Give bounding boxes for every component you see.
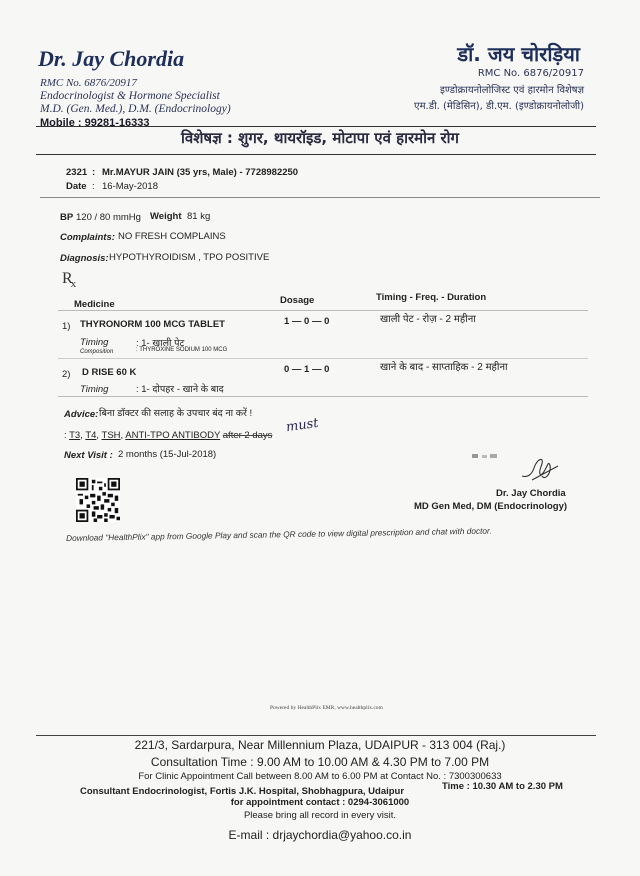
pen-marks bbox=[470, 452, 500, 460]
qr-code[interactable] bbox=[76, 478, 120, 522]
tests-line: : T3, T4, TSH, ANTI-TPO ANTIBODY after 2 days bbox=[64, 430, 273, 441]
timing-header: Timing - Freq. - Duration bbox=[376, 292, 487, 303]
medicine-1-name: THYRONORM 100 MCG TABLET bbox=[80, 319, 225, 330]
medicine-2-schedule: खाने के बाद - साप्ताहिक - 2 महीना bbox=[380, 362, 508, 373]
medicine-2-number: 2) bbox=[62, 369, 71, 380]
hospital-time: Time : 10.30 AM to 2.30 PM bbox=[442, 781, 563, 792]
signature-name: Dr. Jay Chordia bbox=[496, 488, 566, 499]
clinic-address: 221/3, Sardarpura, Near Millennium Plaza, UDAIPUR - 313 004 (Raj.) bbox=[134, 738, 506, 752]
consultant-hospital: Consultant Endocrinologist, Fortis J.K. Hospital, Shobhagpura, Udaipur bbox=[80, 786, 405, 797]
medicine-1-timing-label: Timing bbox=[80, 337, 109, 348]
dosage-header: Dosage bbox=[280, 295, 315, 306]
medicine-2-dosage: 0 — 1 — 0 bbox=[284, 364, 330, 375]
header-rule-top bbox=[36, 126, 596, 127]
visit-date: 16-May-2018 bbox=[102, 181, 158, 192]
medicine-1-composition-value: : THYROXINE SODIUM 100 MCG bbox=[136, 347, 228, 353]
next-visit-value: 2 months (15-Jul-2018) bbox=[118, 449, 217, 460]
bp-label: BP bbox=[60, 212, 74, 223]
clinic-appointment: For Clinic Appointment Call between 8.00 AM to 6.00 PM at Contact No. : 7300300633 bbox=[138, 771, 502, 782]
records-note: Please bring all record in every visit. bbox=[243, 810, 397, 821]
medicine-2-timing-value: : 1- दोपहर - खाने के बाद bbox=[136, 384, 224, 395]
diagnosis-label: Diagnosis: bbox=[60, 253, 109, 264]
date-label: Date bbox=[66, 181, 87, 192]
medicine-header: Medicine bbox=[74, 299, 115, 310]
specialty-hindi: इण्डोक्रायनोलोजिस्ट एवं हारमोन विशेषज्ञ bbox=[440, 85, 584, 96]
table-footer-rule bbox=[58, 396, 588, 397]
rmc-number-right: RMC No. 6876/20917 bbox=[477, 68, 584, 79]
test-t4: T4 bbox=[85, 430, 97, 441]
advice-value: बिना डॉक्टर की सलाह के उपचार बंद ना करें ! bbox=[99, 408, 253, 419]
degrees-hindi: एम.डी. (मेडिसिन), डी.एम. (इण्डोक्रायनोलोजी) bbox=[414, 101, 584, 112]
next-visit-label: Next Visit : bbox=[64, 450, 113, 461]
medicine-2-timing-label: Timing bbox=[80, 384, 109, 395]
header-rule-bottom bbox=[36, 154, 596, 155]
signature-qualification: MD Gen Med, DM (Endocrinology) bbox=[414, 501, 568, 512]
doctor-name-english: Dr. Jay Chordia bbox=[38, 46, 185, 71]
test-t3: T3 bbox=[69, 430, 81, 441]
rmc-number-left: RMC No. 6876/20917 bbox=[40, 77, 137, 89]
patient-id: 2321 bbox=[66, 167, 88, 178]
rx-symbol: $R_x$ bbox=[62, 270, 77, 290]
app-download-note: Download "HealthPlix" app from Google Play and scan the QR code to view digital prescription and chat with doctor. bbox=[66, 525, 492, 543]
date-sep: : bbox=[92, 181, 95, 192]
medicine-divider bbox=[58, 358, 588, 359]
complaints-value: NO FRESH COMPLAINS bbox=[118, 231, 226, 242]
clinic-email: E-mail : drjaychordia@yahoo.co.in bbox=[228, 828, 412, 842]
patient-sep: : bbox=[92, 167, 96, 178]
medicine-1-timing-value: : 1- खाली पेट bbox=[136, 338, 185, 349]
specialty-english: Endocrinologist & Hormone Specialist bbox=[40, 90, 220, 102]
handwritten-note: must bbox=[285, 415, 320, 436]
advice-label: Advice: bbox=[64, 409, 99, 420]
footer-rule bbox=[36, 735, 596, 736]
complaints-label: Complaints: bbox=[60, 232, 115, 243]
bp-value: 120 / 80 mmHg bbox=[76, 212, 141, 223]
patient-divider bbox=[40, 197, 600, 198]
patient-name: Mr.MAYUR JAIN (35 yrs, Male) - 7728982250 bbox=[102, 167, 299, 178]
medicine-1-number: 1) bbox=[62, 321, 71, 332]
tests-prefix: : bbox=[64, 430, 67, 441]
medicine-2-name: D RISE 60 K bbox=[82, 367, 137, 378]
test-anti-tpo: ANTI-TPO ANTIBODY bbox=[125, 430, 221, 441]
medicine-1-schedule: खाली पेट - रोज़ - 2 महीना bbox=[380, 314, 476, 325]
signature-scribble bbox=[518, 454, 562, 482]
doctor-name-hindi: डॉ. जय चोरड़िया bbox=[457, 42, 580, 66]
test-tsh: TSH bbox=[101, 430, 121, 441]
tests-suffix: after 2 days bbox=[222, 430, 273, 441]
degrees-english: M.D. (Gen. Med.), D.M. (Endocrinology) bbox=[40, 103, 231, 115]
powered-by: Powered by HealthPlix EMR, www.healthplix.com bbox=[270, 705, 383, 711]
weight-value: 81 kg bbox=[187, 211, 211, 222]
mobile-number: Mobile : 99281-16333 bbox=[40, 117, 150, 129]
hospital-contact: for appointment contact : 0294-3061000 bbox=[230, 797, 410, 808]
medicine-1-composition-label: Composition bbox=[80, 349, 114, 355]
consultation-time: Consultation Time : 9.00 AM to 10.00 AM & 4.30 PM to 7.00 PM bbox=[150, 755, 490, 769]
diagnosis-value: HYPOTHYROIDISM , TPO POSITIVE bbox=[109, 252, 270, 263]
table-header-rule bbox=[58, 310, 588, 311]
specialist-line: विशेषज्ञ : शुगर, थायरॉइड, मोटापा एवं हारमोन रोग bbox=[181, 129, 459, 147]
medicine-1-dosage: 1 — 0 — 0 bbox=[284, 316, 330, 327]
weight-label: Weight bbox=[150, 211, 182, 222]
